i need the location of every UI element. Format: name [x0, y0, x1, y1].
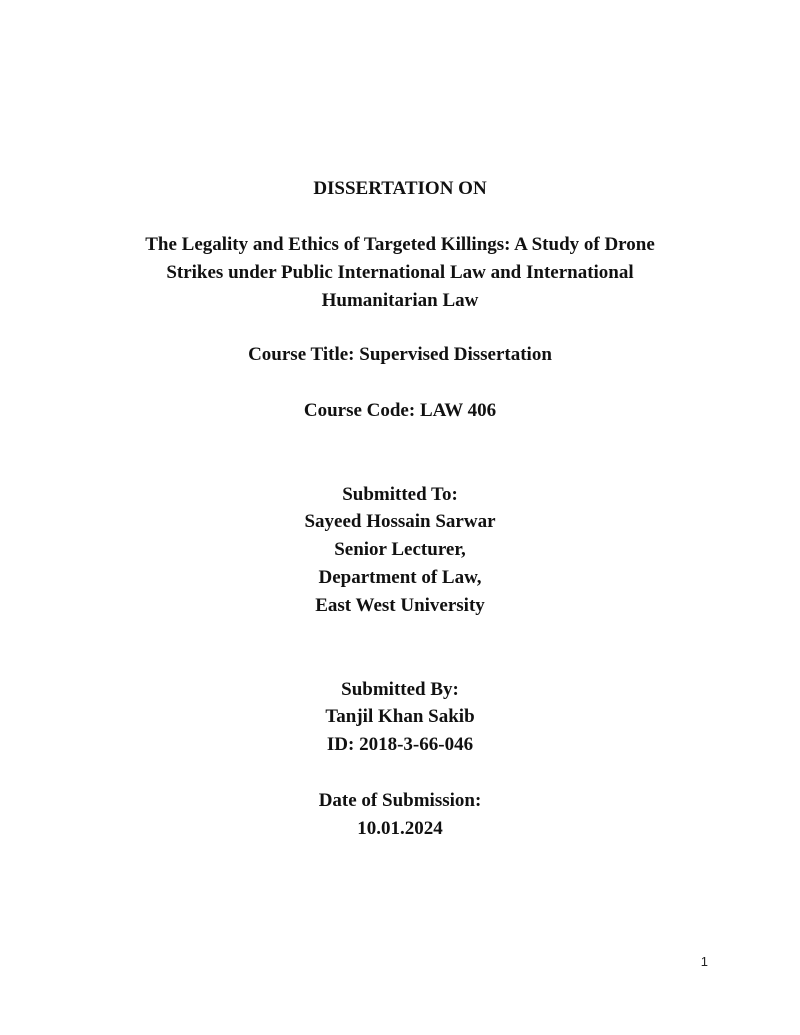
- supervisor-department: Department of Law,: [318, 567, 482, 588]
- student-name: Tanjil Khan Sakib: [325, 706, 475, 727]
- submitted-to-label: Submitted To:: [342, 484, 458, 505]
- submitted-by-label: Submitted By:: [341, 679, 459, 700]
- supervisor-university: East West University: [315, 595, 485, 616]
- page-number: 1: [700, 954, 708, 969]
- submission-date: 10.01.2024: [357, 818, 443, 839]
- submission-date-label: Date of Submission:: [318, 790, 482, 811]
- student-id: ID: 2018-3-66-046: [326, 734, 474, 755]
- title-line-2: Strikes under Public International Law and International: [166, 262, 634, 283]
- course-code: Course Code: LAW 406: [303, 400, 497, 421]
- title-line-1: The Legality and Ethics of Targeted Killings: A Study of Drone: [145, 234, 655, 255]
- course-title: Course Title: Supervised Dissertation: [248, 344, 552, 365]
- supervisor-position: Senior Lecturer,: [334, 539, 466, 560]
- supervisor-name: Sayeed Hossain Sarwar: [304, 511, 496, 532]
- title-line-3: Humanitarian Law: [321, 290, 479, 311]
- heading: DISSERTATION ON: [313, 178, 487, 199]
